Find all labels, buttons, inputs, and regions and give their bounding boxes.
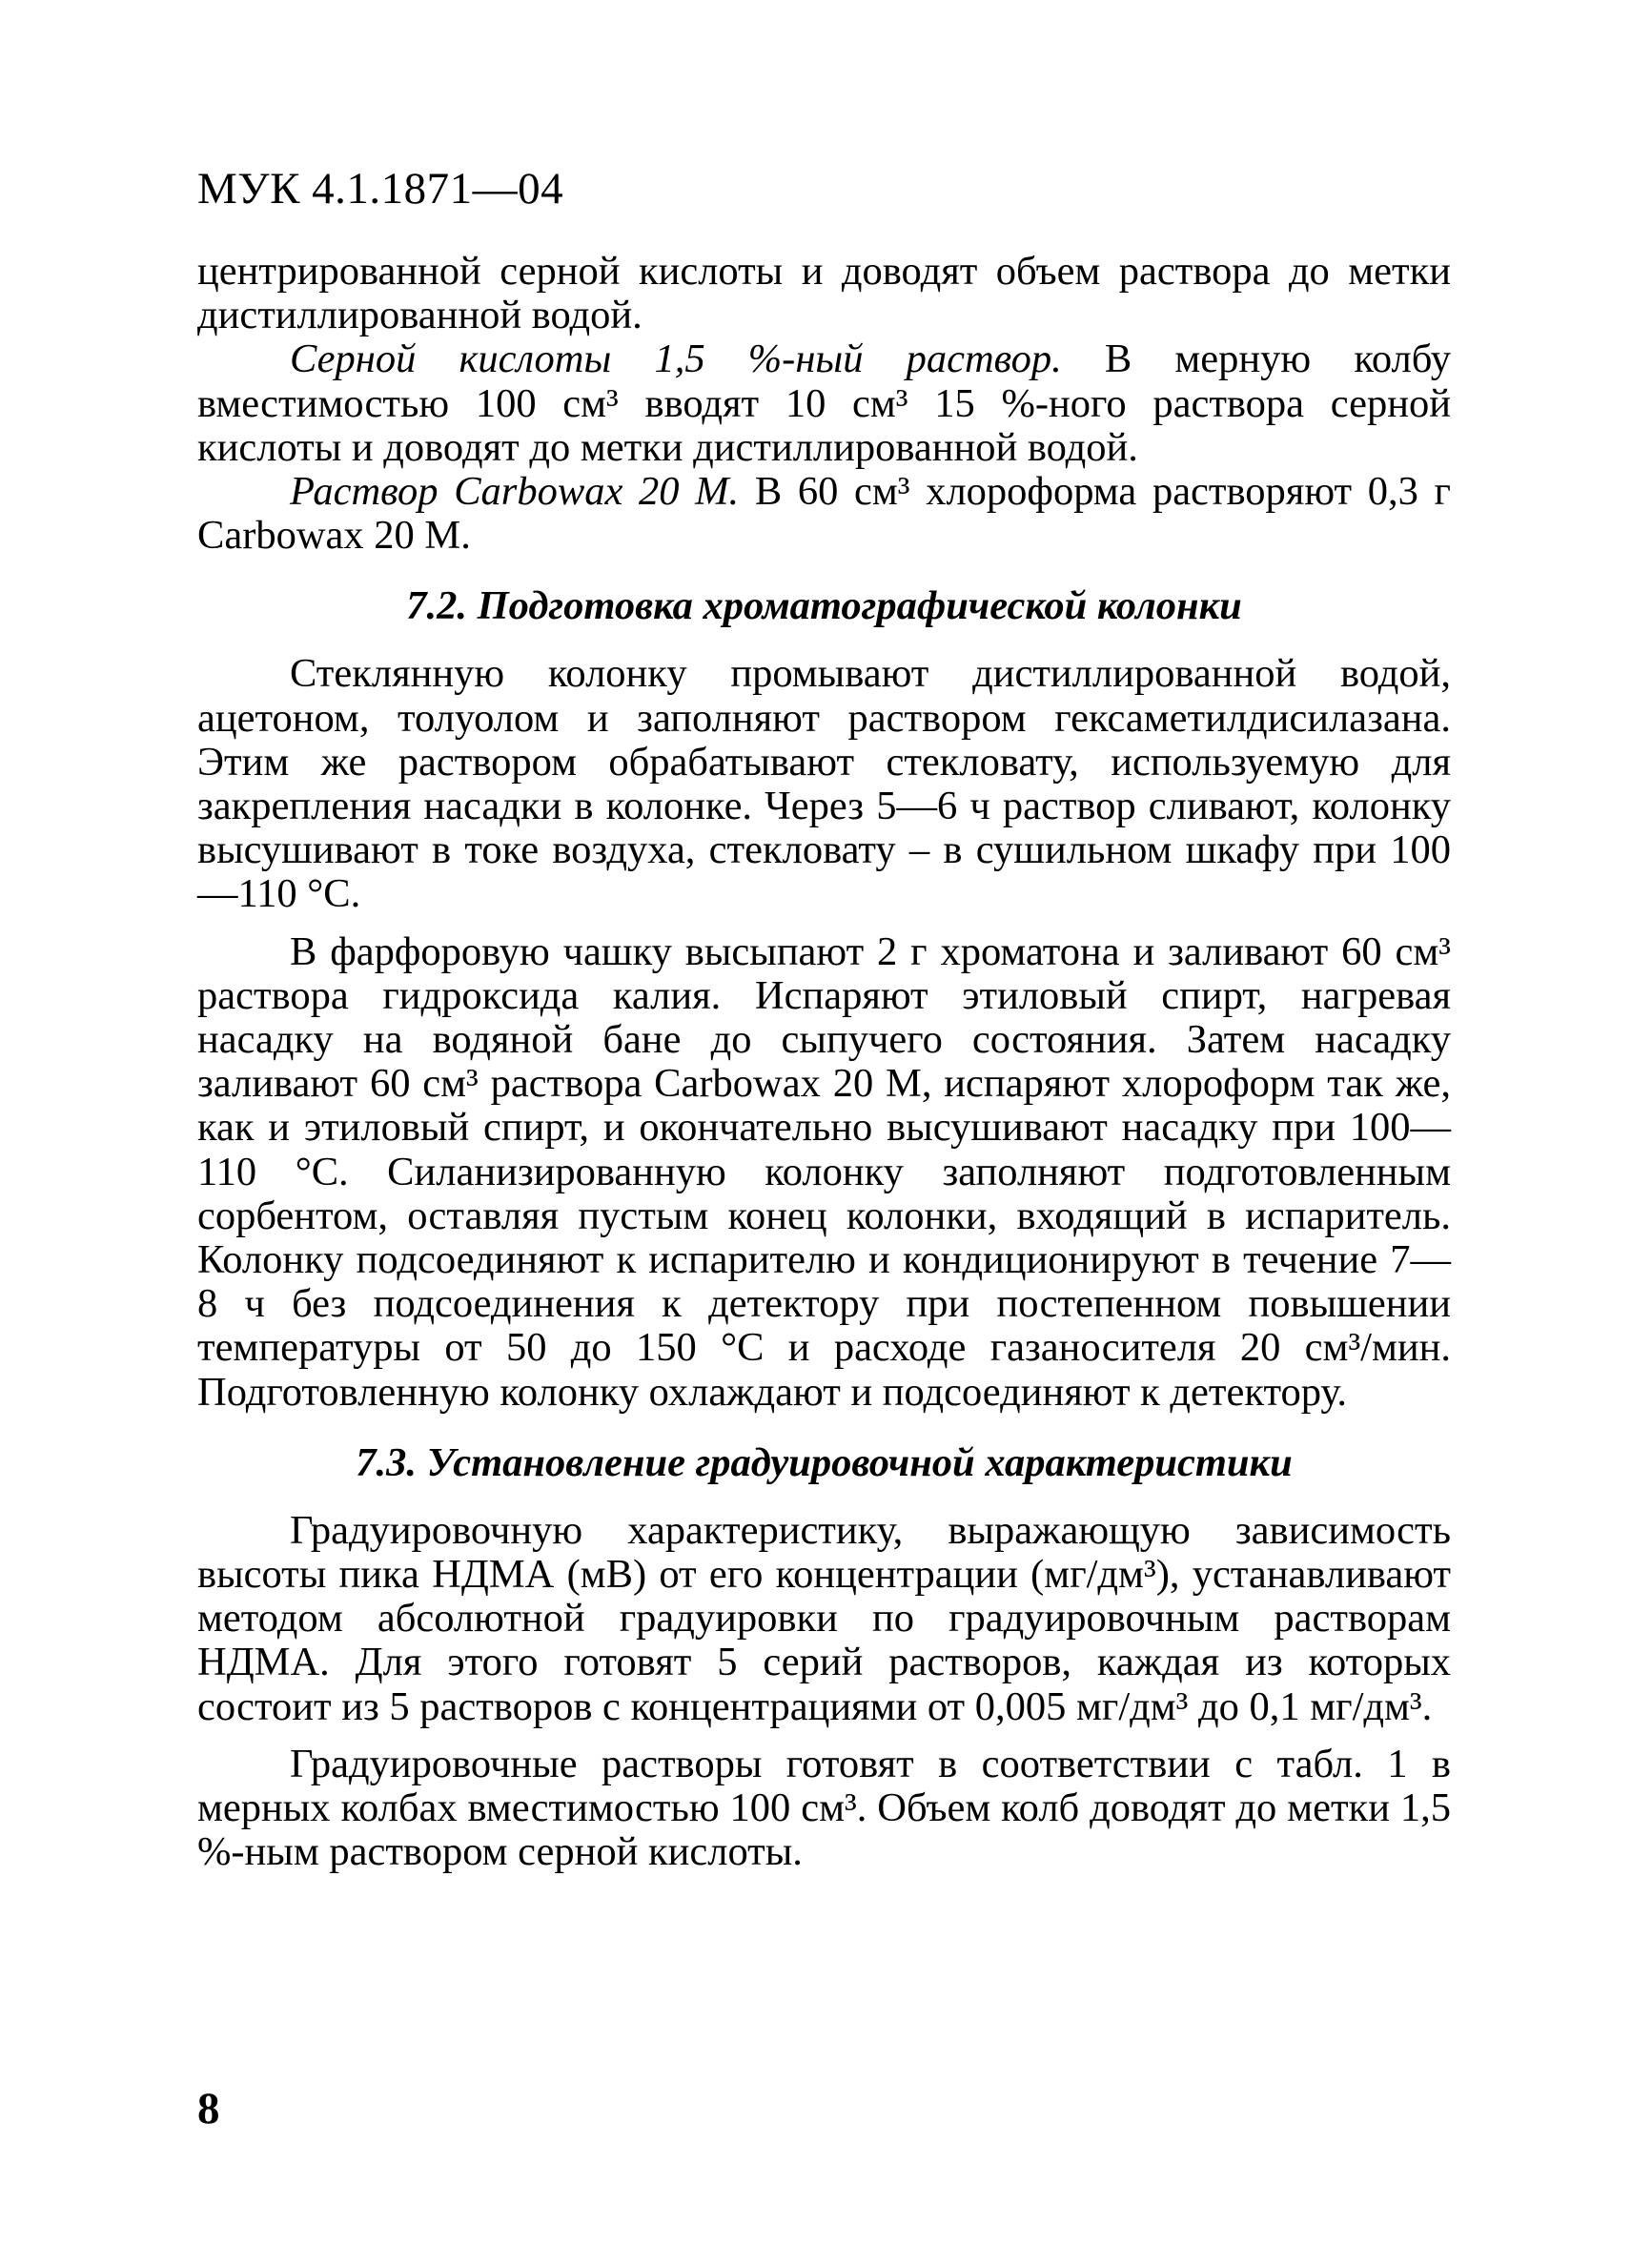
document-header: МУК 4.1.1871—04: [197, 164, 564, 214]
sulfuric-acid-solution-text: В мерную колбу вместимостью 100 см³ вводят 10 см³ 15 %-ного раствора серной кислоты и доводят до метки дистиллированной водой.: [197, 337, 1451, 470]
paragraph-column-packing: В фарфоровую чашку высыпают 2 г хроматона и заливают 60 см³ раствора гидроксида калия. Испаряют этиловый спирт, нагревая насадку на водяной бане до сыпучего состояния. Затем насадку заливают 60 см³ раствора Carbowax 20 М, испаряют хлороформ так же, как и этиловый спирт, и окончательно высушивают насадку при 100—110 °С. Силанизированную колонку заполняют подготовленным сорбентом, оставляя пустым конец колонки, входящий в испаритель. Колонку подсоединяют к испарителю и кондиционируют в течение 7—8 ч без подсоединения к детектору при постепенном повышении температуры от 50 до 150 °С и расходе газаносителя 20 см³/мин. Подготовленную колонку охлаждают и подсоединяют к детектору.: [197, 928, 1451, 1415]
section-heading-7-2: 7.2. Подготовка хроматографической колонки: [406, 583, 1242, 629]
paragraph-calibration-solutions: Градуировочные растворы готовят в соответствии с табл. 1 в мерных колбах вместимостью 100 см³. Объем колб доводят до метки 1,5 %-ным раствором серной кислоты.: [197, 1741, 1451, 1875]
carbowax-solution-text: В 60 см³ хлороформа растворяют 0,3 г Carbowax 20 М.: [197, 469, 1451, 559]
paragraph-carbowax-solution: [197, 470, 1451, 558]
sulfuric-acid-solution-label: Серной кислоты 1,5 %-ный раствор.: [290, 337, 1062, 382]
carbowax-solution-label: Раствор Carbowax 20 М.: [290, 469, 740, 515]
paragraph-sulfuric-acid-solution: [197, 337, 1451, 470]
paragraph-calibration: Градуировочную характеристику, выражающую зависимость высоты пика НДМА (мВ) от его концентрации (мг/дм³), устанавливают методом абсолютной градуировки по градуировочным растворам НДМА. Для этого готовят 5 серий растворов, каждая из которых состоит из 5 растворов с концентрациями от 0,005 мг/дм³ до 0,1 мг/дм³.: [197, 1507, 1451, 1729]
section-heading-7-3: 7.3. Установление градуировочной характеристики: [356, 1439, 1293, 1485]
document-body: [197, 250, 1451, 1875]
paragraph-column-washing: Стеклянную колонку промывают дистиллированной водой, ацетоном, толуолом и заполняют раствором гексаметилдисилазана. Этим же раствором обрабатывают стекловату, используемую для закрепления насадки в колонке. Через 5—6 ч раствор сливают, колонку высушивают в токе воздуха, стекловату – в сушильном шкафу при 100—110 °С.: [197, 651, 1451, 917]
page-number: 8: [197, 2084, 220, 2133]
paragraph-continuation: центрированной серной кислоты и доводят объем раствора до метки дистиллированной водой.: [197, 249, 1451, 338]
